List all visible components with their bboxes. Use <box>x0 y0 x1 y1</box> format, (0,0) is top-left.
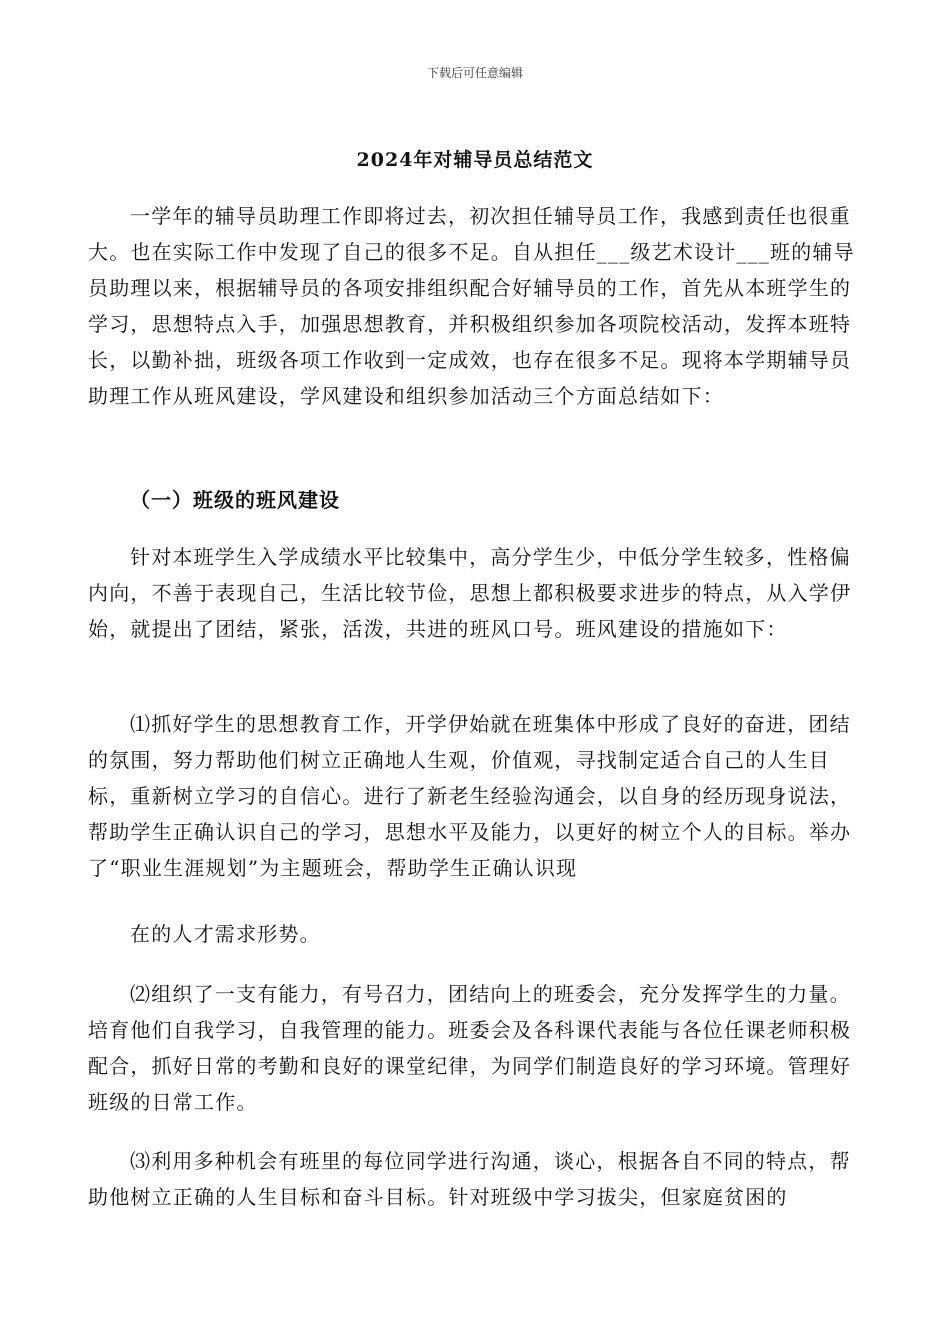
list-item-1-continuation: 在的人才需求形势。 <box>130 922 321 946</box>
intro-paragraph: 一学年的辅导员助理工作即将过去，初次担任辅导员工作，我感到责任也很重大。也在实际工作中发现了自己的很多不足。自从担任___级艺术设计___班的辅导员助理以来，根据辅导员的各项安排组织配合好辅导员的工作，首先从本班学生的学习，思想特点入手，加强思想教育，并积极组织参加各项院校活动，发挥本班特长，以勤补拙，班级各项工作收到一定成效，也存在很多不足。现将本学期辅导员助理工作从班风建设，学风建设和组织参加活动三个方面总结如下： <box>88 204 855 408</box>
section-heading-class-style: （一）班级的班风建设 <box>130 488 340 512</box>
list-item-2: ⑵组织了一支有能力，有号召力，团结向上的班委会，充分发挥学生的力量。培育他们自我学习，自我管理的能力。班委会及各科课代表能与各位任课老师积极配合，抓好日常的考勤和良好的课堂纪律，为同学们制造良好的学习环境。管理好班级的日常工作。 <box>88 982 852 1114</box>
section-intro-paragraph: 针对本班学生入学成绩水平比较集中，高分学生少，中低分学生较多，性格偏内向，不善于表现自己，生活比较节俭，思想上都积极要求进步的特点，从入学伊始，就提出了团结，紧张，活泼，共进的班风口号。班风建设的措施如下： <box>88 545 852 641</box>
list-item-3: ⑶利用多种机会有班里的每位同学进行沟通，谈心，根据各自不同的特点，帮助他树立正确的人生目标和奋斗目标。针对班级中学习拔尖，但家庭贫困的 <box>88 1149 851 1209</box>
list-item-1: ⑴抓好学生的思想教育工作，开学伊始就在班集体中形成了良好的奋进，团结的氛围，努力帮助他们树立正确地人生观，价值观，寻找制定适合自己的人生目标，重新树立学习的自信心。进行了新老生经验沟通会，以自身的经历现身说法，帮助学生正确认识自己的学习，思想水平及能力，以更好的树立个人的目标。举办了“职业生涯规划”为主题班会，帮助学生正确认识现 <box>88 712 852 880</box>
page-title: 2024年对辅导员总结范文 <box>356 149 594 171</box>
header-note: 下载后可任意编辑 <box>426 66 523 80</box>
